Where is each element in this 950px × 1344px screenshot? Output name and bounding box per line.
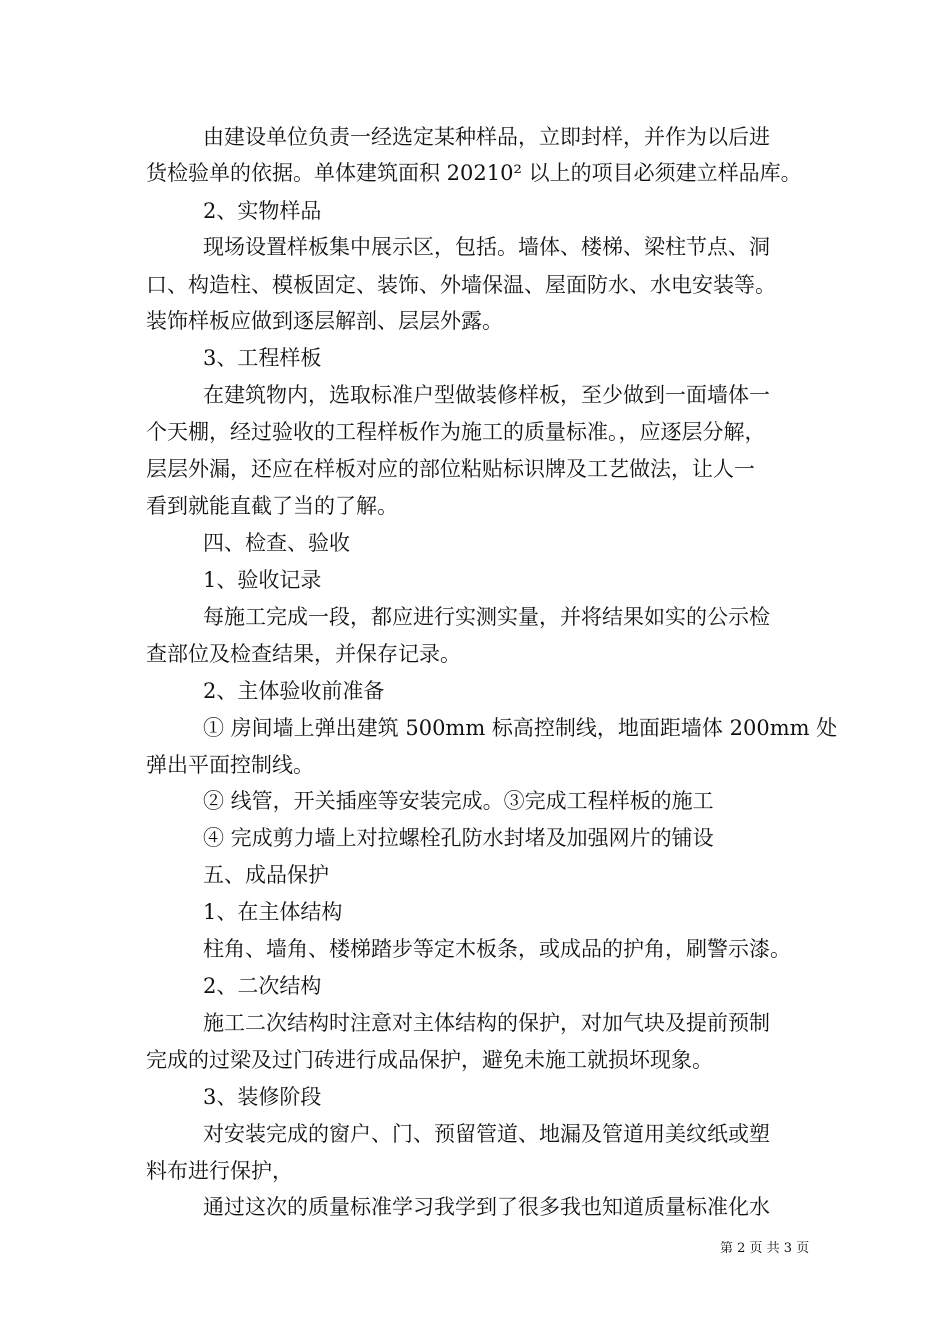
text-line: 现场设置样板集中展示区，包括。墙体、楼梯、梁柱节点、洞 bbox=[203, 235, 770, 259]
text-line: 查部位及检查结果，并保存记录。 bbox=[146, 642, 461, 666]
section-heading: 3、工程样板 bbox=[203, 346, 322, 370]
section-heading: 2、主体验收前准备 bbox=[203, 679, 385, 703]
text-line: 料布进行保护， bbox=[146, 1159, 293, 1183]
text-line: 装饰样板应做到逐层解剖、层层外露。 bbox=[146, 309, 503, 333]
text-line: ① 房间墙上弹出建筑 500mm 标高控制线，地面距墙体 200mm 处 bbox=[203, 716, 838, 740]
section-heading: 2、二次结构 bbox=[203, 974, 322, 998]
text-line: 口、构造柱、模板固定、装饰、外墙保温、屋面防水、水电安装等。 bbox=[146, 273, 776, 297]
text-line: 由建设单位负责一经选定某种样品，立即封样，并作为以后进 bbox=[203, 125, 770, 149]
text-line: 看到就能直截了当的了解。 bbox=[146, 494, 398, 518]
section-heading: 五、成品保护 bbox=[203, 863, 329, 887]
section-heading: 四、检查、验收 bbox=[203, 531, 350, 555]
text-line: 通过这次的质量标准学习我学到了很多我也知道质量标准化水 bbox=[203, 1195, 770, 1219]
text-line: ② 线管，开关插座等安装完成。③完成工程样板的施工 bbox=[203, 789, 714, 813]
text-line: ④ 完成剪力墙上对拉螺栓孔防水封堵及加强网片的铺设 bbox=[203, 826, 714, 850]
section-heading: 1、验收记录 bbox=[203, 568, 322, 592]
section-heading: 1、在主体结构 bbox=[203, 900, 343, 924]
text-line: 弹出平面控制线。 bbox=[146, 753, 314, 777]
page-number-footer: 第 2 页 共 3 页 bbox=[720, 1241, 810, 1256]
text-line: 货检验单的依据。单体建筑面积 20210² 以上的项目必须建立样品库。 bbox=[146, 161, 802, 185]
text-line: 柱角、墙角、楼梯踏步等定木板条，或成品的护角，刷警示漆。 bbox=[203, 937, 791, 961]
text-line: 层层外漏，还应在样板对应的部位粘贴标识牌及工艺做法，让人一 bbox=[146, 457, 755, 481]
text-line: 对安装完成的窗户、门、预留管道、地漏及管道用美纹纸或塑 bbox=[203, 1122, 770, 1146]
text-line: 施工二次结构时注意对主体结构的保护，对加气块及提前预制 bbox=[203, 1011, 770, 1035]
text-line: 个天棚，经过验收的工程样板作为施工的质量标准。，应逐层分解， bbox=[146, 420, 766, 444]
text-line: 完成的过梁及过门砖进行成品保护，避免未施工就损坏现象。 bbox=[146, 1048, 713, 1072]
text-line: 每施工完成一段，都应进行实测实量，并将结果如实的公示检 bbox=[203, 605, 770, 629]
section-heading: 3、装修阶段 bbox=[203, 1085, 322, 1109]
section-heading: 2、实物样品 bbox=[203, 199, 322, 223]
text-line: 在建筑物内，选取标准户型做装修样板，至少做到一面墙体一 bbox=[203, 383, 770, 407]
